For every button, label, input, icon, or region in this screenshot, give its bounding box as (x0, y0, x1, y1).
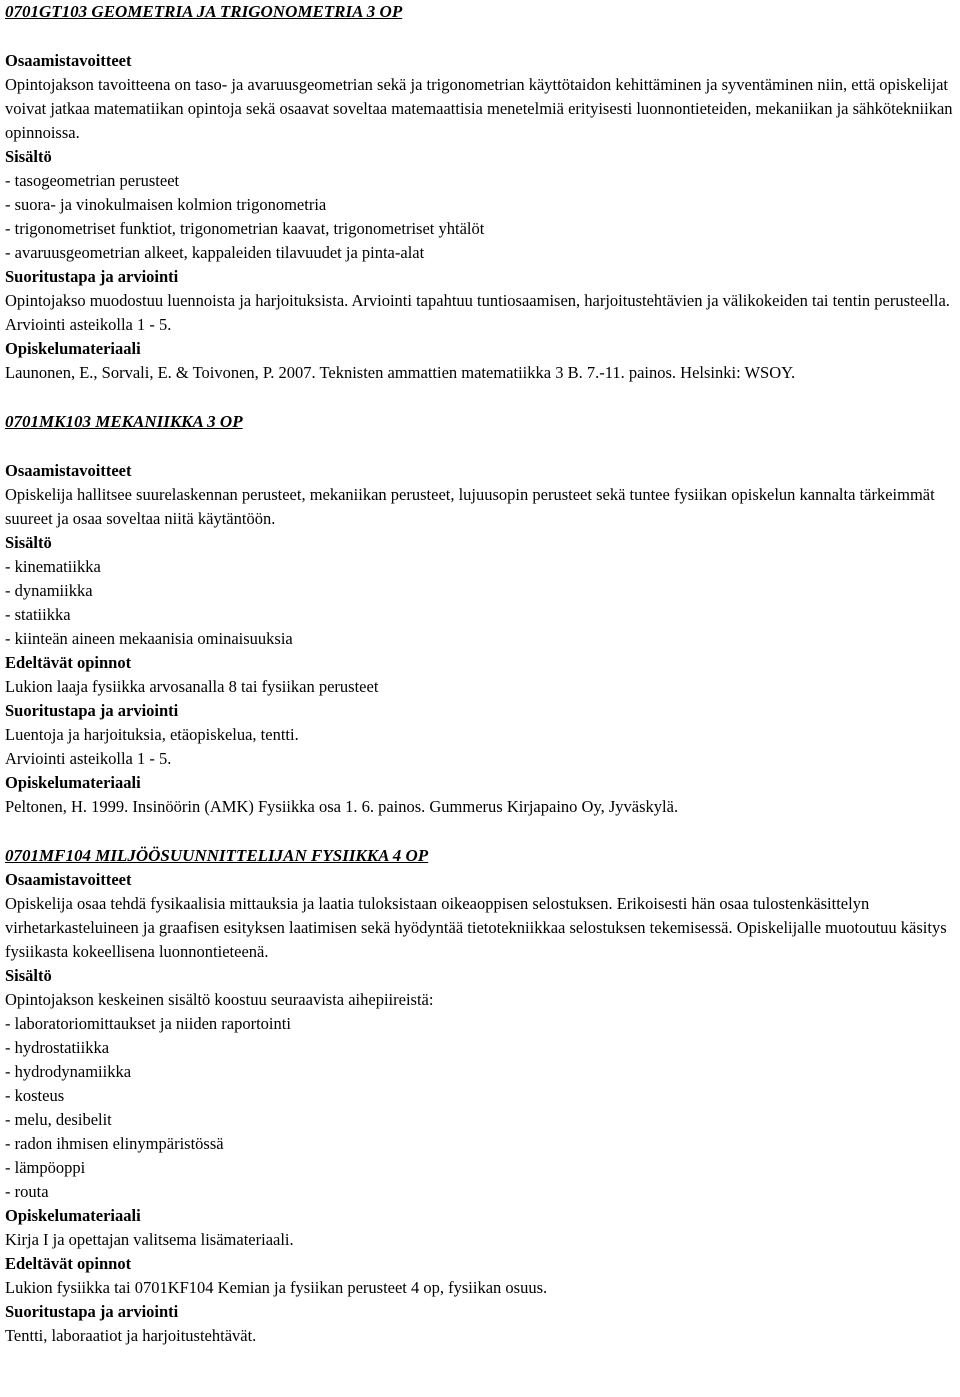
content-heading: Sisältö (5, 147, 52, 166)
assessment-scale: Arviointi asteikolla 1 - 5. (5, 315, 172, 334)
material-heading: Opiskelumateriaali (5, 1206, 141, 1225)
assessment-text: Luentoja ja harjoituksia, etäopiskelua, tentti. (5, 725, 299, 744)
content-item: - laboratoriomittaukset ja niiden raportointi (5, 1014, 291, 1033)
material-text: Launonen, E., Sorvali, E. & Toivonen, P. 2007. Teknisten ammattien matematiikka 3 B. 7.-11. painos. Helsinki: WSOY. (5, 363, 796, 382)
course-miljoosuunnittelijan-fysiikka (5, 844, 957, 1348)
content-item: - lämpöoppi (5, 1158, 86, 1177)
objectives-text: Opiskelija osaa tehdä fysikaalisia mittauksia ja laatia tuloksistaan oikeaoppisen selostuksen. Erikoisesti hän osaa tulostenkäsittelyn virhetarkasteluineen ja graafisen esityksen laatimisen sekä hyödyntää tietotekniikkaa selostuksen tekemisessä. Opiskelijalle muotoutuu käsitys fysiikasta kokeellisena luonnontieteenä. (5, 894, 947, 961)
content-item: - melu, desibelit (5, 1110, 112, 1129)
objectives-heading: Osaamistavoitteet (5, 870, 132, 889)
course-title: 0701MF104 MILJÖÖSUUNNITTELIJAN FYSIIKKA 4 OP (5, 846, 429, 865)
content-item: - tasogeometrian perusteet (5, 171, 180, 190)
content-item: - statiikka (5, 605, 71, 624)
assessment-scale: Arviointi asteikolla 1 - 5. (5, 749, 172, 768)
content-intro: Opintojakson keskeinen sisältö koostuu seuraavista aihepiireistä: (5, 990, 434, 1009)
course-title: 0701MK103 MEKANIIKKA 3 OP (5, 412, 243, 431)
prereq-text: Lukion laaja fysiikka arvosanalla 8 tai fysiikan perusteet (5, 677, 379, 696)
content-item: - kiinteän aineen mekaanisia ominaisuuksia (5, 629, 293, 648)
prereq-heading: Edeltävät opinnot (5, 1254, 132, 1273)
objectives-heading: Osaamistavoitteet (5, 461, 132, 480)
document-page (5, 0, 957, 1348)
assessment-heading: Suoritustapa ja arviointi (5, 1302, 179, 1321)
content-item: - dynamiikka (5, 581, 93, 600)
assessment-heading: Suoritustapa ja arviointi (5, 267, 179, 286)
content-heading: Sisältö (5, 533, 52, 552)
content-item: - avaruusgeometrian alkeet, kappaleiden tilavuudet ja pinta-alat (5, 243, 425, 262)
prereq-heading: Edeltävät opinnot (5, 653, 132, 672)
content-item: - routa (5, 1182, 49, 1201)
material-heading: Opiskelumateriaali (5, 773, 141, 792)
material-text: Peltonen, H. 1999. Insinöörin (AMK) Fysiikka osa 1. 6. painos. Gummerus Kirjapaino Oy, Jyväskylä. (5, 797, 679, 816)
objectives-heading: Osaamistavoitteet (5, 51, 132, 70)
content-item: - trigonometriset funktiot, trigonometrian kaavat, trigonometriset yhtälöt (5, 219, 485, 238)
objectives-text: Opintojakson tavoitteena on taso- ja avaruusgeometrian sekä ja trigonometrian käyttötaidon kehittäminen ja syventäminen niin, että opiskelijat voivat jatkaa matematiikan opintoja sekä osaavat soveltaa matemaattisia menetelmiä erityisesti luonnontieteiden, mekaniikan ja sähkötekniikan opinnoissa. (5, 75, 953, 142)
course-title: 0701GT103 GEOMETRIA JA TRIGONOMETRIA 3 OP (5, 2, 403, 21)
content-item: - hydrodynamiikka (5, 1062, 132, 1081)
assessment-text: Opintojakso muodostuu luennoista ja harjoituksista. Arviointi tapahtuu tuntiosaamisen, harjoitustehtävien ja välikokeiden tai tentin perusteella. (5, 291, 950, 310)
course-mekaniikka (5, 410, 957, 819)
prereq-text: Lukion fysiikka tai 0701KF104 Kemian ja fysiikan perusteet 4 op, fysiikan osuus. (5, 1278, 548, 1297)
content-item: - hydrostatiikka (5, 1038, 110, 1057)
objectives-text: Opiskelija hallitsee suurelaskennan perusteet, mekaniikan perusteet, lujuusopin perusteet sekä tuntee fysiikan opiskelun kannalta tärkeimmät suureet ja osaa soveltaa niitä käytäntöön. (5, 485, 935, 528)
content-item: - kinematiikka (5, 557, 101, 576)
content-item: - kosteus (5, 1086, 65, 1105)
material-heading: Opiskelumateriaali (5, 339, 141, 358)
content-heading: Sisältö (5, 966, 52, 985)
assessment-text: Tentti, laboraatiot ja harjoitustehtävät. (5, 1326, 257, 1345)
material-text: Kirja I ja opettajan valitsema lisämateriaali. (5, 1230, 294, 1249)
content-item: - radon ihmisen elinympäristössä (5, 1134, 224, 1153)
assessment-heading: Suoritustapa ja arviointi (5, 701, 179, 720)
course-geometria (5, 0, 957, 385)
content-item: - suora- ja vinokulmaisen kolmion trigonometria (5, 195, 327, 214)
